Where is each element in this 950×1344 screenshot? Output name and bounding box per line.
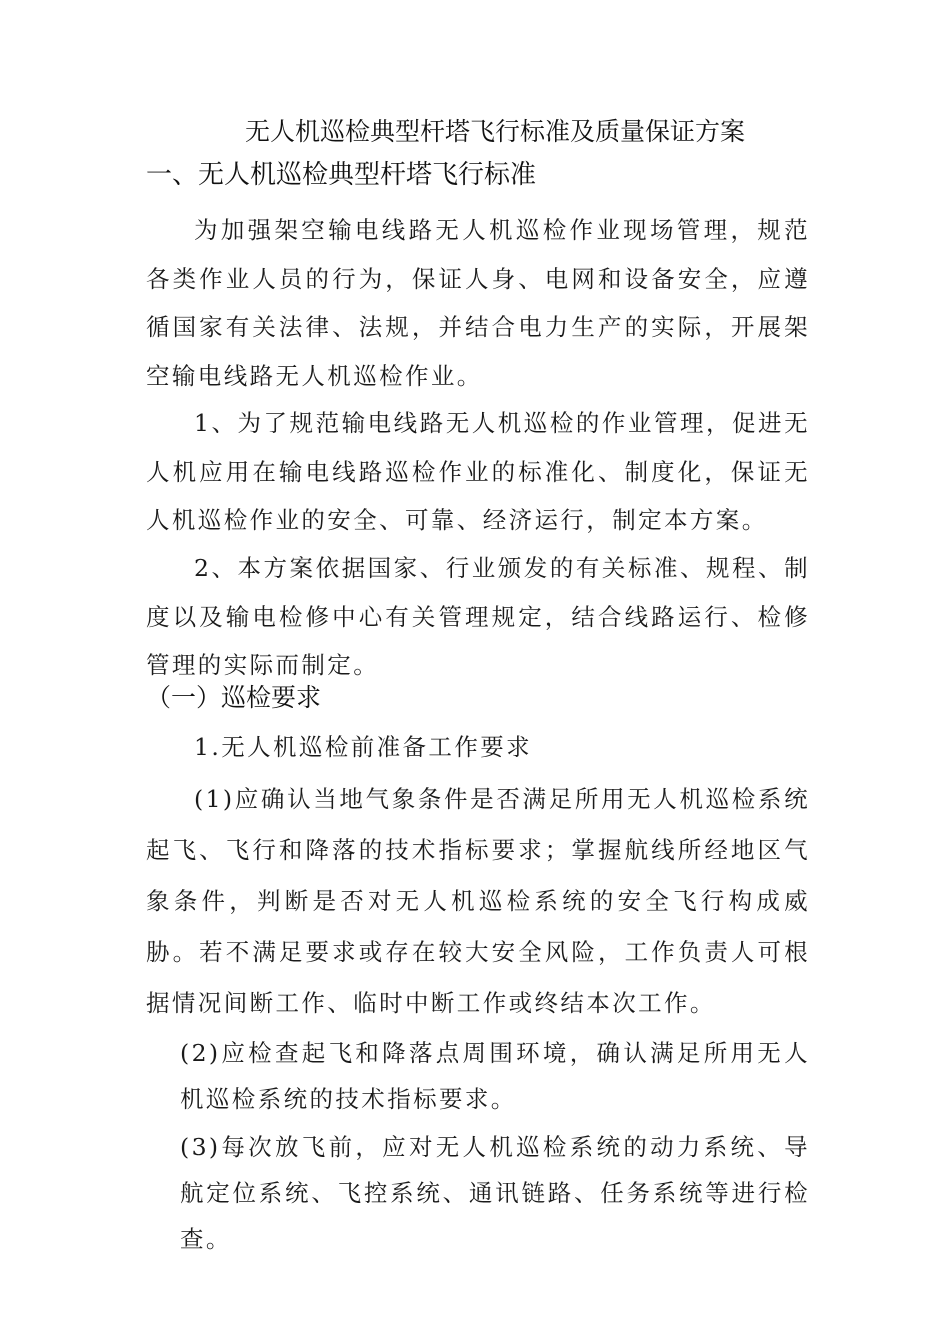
- requirement-1: (1)应确认当地气象条件是否满足所用无人机巡检系统起飞、飞行和降落的技术指标要求；掌握航线所经地区气象条件，判断是否对无人机巡检系统的安全飞行构成威胁。若不满足要求或存在较大安全风险，工作负责人可根据情况间断工作、临时中断工作或终结本次工作。: [146, 785, 810, 1017]
- intro-paragraph: 为加强架空输电线路无人机巡检作业现场管理，规范各类作业人员的行为，保证人身、电网和设备安全，应遵循国家有关法律、法规，并结合电力生产的实际，开展架空输电线路无人机巡检作业。: [146, 216, 810, 390]
- paragraph-item-1: 1、为了规范输电线路无人机巡检的作业管理，促进无人机应用在输电线路巡检作业的标准化、制度化，保证无人机巡检作业的安全、可靠、经济运行，制定本方案。: [146, 409, 810, 534]
- sub-heading-1: 1.无人机巡检前准备工作要求: [194, 733, 533, 761]
- requirement-2: (2)应检查起飞和降落点周围环境，确认满足所用无人机巡检系统的技术指标要求。: [180, 1039, 810, 1113]
- requirement-3: (3)每次放飞前，应对无人机巡检系统的动力系统、导航定位系统、飞控系统、通讯链路、任务系统等进行检查。: [180, 1133, 810, 1253]
- subsection-heading: （一）巡检要求: [146, 683, 322, 712]
- paragraph-item-2: 2、本方案依据国家、行业颁发的有关标准、规程、制度以及输电检修中心有关管理规定，结合线路运行、检修管理的实际而制定。: [146, 554, 810, 679]
- document-title: 无人机巡检典型杆塔飞行标准及质量保证方案: [245, 117, 746, 146]
- section-heading-1: 一、无人机巡检典型杆塔飞行标准: [146, 160, 537, 190]
